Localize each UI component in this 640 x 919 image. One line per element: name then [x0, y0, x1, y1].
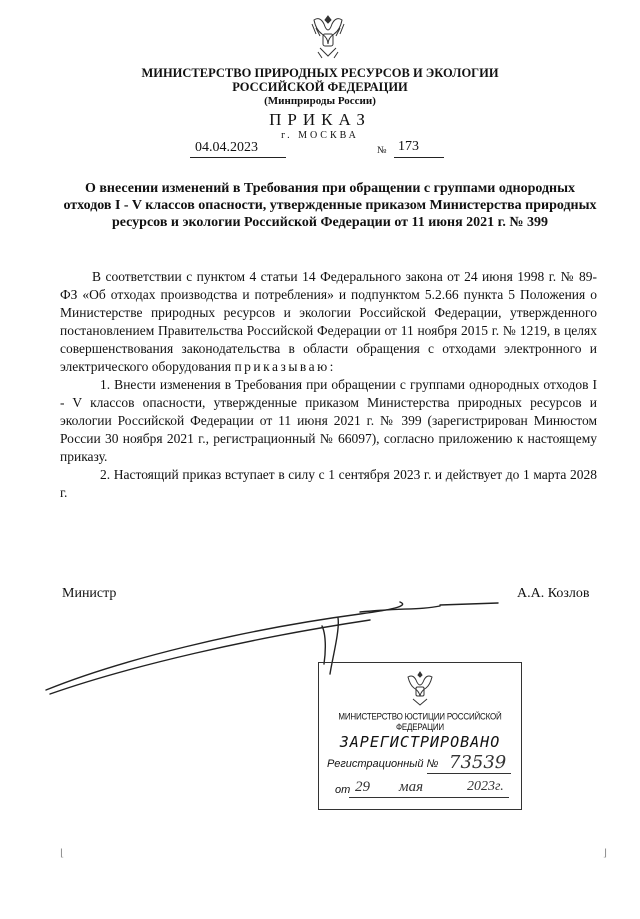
order-item-2: 2. Настоящий приказ вступает в силу с 1 сентября 2023 г. и действует до 1 марта 2028 г.: [60, 467, 597, 500]
stamp-reg-number: 73539: [449, 752, 507, 773]
stamp-day: 29: [355, 779, 370, 795]
preamble-text: В соответствии с пунктом 4 статьи 14 Федерального закона от 24 июня 1998 г. № 89-ФЗ «Об отходах производства и потребления» и подпунктом 5.2.66 пункта 5 Положения о Министерстве природных ресурсов и экологии Российской Федерации, утвержденного постановлением Правительства Российской Федерации от 11 ноября 2015 г. № 1219, в целях совершенствования законодательства в области обращения с отходами электронного и электрического оборудования: [60, 269, 597, 374]
order-word: приказываю:: [234, 359, 336, 374]
stamp-date-underline: [349, 797, 509, 798]
registration-stamp: [318, 662, 522, 810]
signatory-position: Министр: [62, 586, 117, 601]
signatory-name: А.А. Козлов: [517, 586, 590, 601]
number-sign: №: [377, 145, 387, 156]
stamp-reg-number-label: Регистрационный №: [327, 758, 439, 770]
document-body: [60, 268, 597, 502]
stamp-reg-underline: [427, 773, 511, 774]
document-date: 04.04.2023: [195, 140, 258, 155]
document-title: О внесении изменений в Требования при обращении с группами однородных отходов I - V классов опасности, утвержденные приказом Министерства природных ресурсов и экологии Российской Федерации от 11 июня 2021 г. № 399: [63, 181, 597, 230]
ministry-name-line2: РОССИЙСКОЙ ФЕДЕРАЦИИ: [232, 80, 408, 94]
corner-mark-left: ⌊: [60, 848, 64, 859]
ministry-short-name: (Минприроды России): [264, 95, 376, 107]
corner-mark-right: ⌋: [603, 848, 607, 859]
stamp-coat-of-arms-icon: [403, 669, 437, 709]
stamp-month: мая: [399, 779, 424, 795]
date-underline: [190, 157, 286, 158]
stamp-registered-label: ЗАРЕГИСТРИРОВАНО: [339, 733, 501, 751]
preamble-paragraph: [60, 268, 597, 376]
number-underline: [394, 157, 444, 158]
ministry-name-line1: МИНИСТЕРСТВО ПРИРОДНЫХ РЕСУРСОВ И ЭКОЛОГИИ: [141, 66, 499, 80]
stamp-year: 2023г.: [467, 779, 504, 794]
coat-of-arms-icon: [306, 10, 350, 62]
order-item-1: 1. Внести изменения в Требования при обращении с группами однородных отходов I - V классов опасности, утвержденные приказом Министерства природных ресурсов и экологии Российской Федерации от 11 июня 2021 г. № 399 (зарегистрирован Минюстом России 30 ноября 2021 г., регистрационный № 66097), согласно приложению к настоящему приказу.: [60, 377, 597, 464]
document-number: 173: [398, 139, 419, 154]
stamp-date-prefix: от: [335, 784, 351, 796]
stamp-ministry-name: МИНИСТЕРСТВО ЮСТИЦИИ РОССИЙСКОЙ ФЕДЕРАЦИИ: [338, 711, 502, 733]
document-type: ПРИКАЗ: [269, 110, 371, 129]
city: г. МОСКВА: [281, 130, 359, 141]
